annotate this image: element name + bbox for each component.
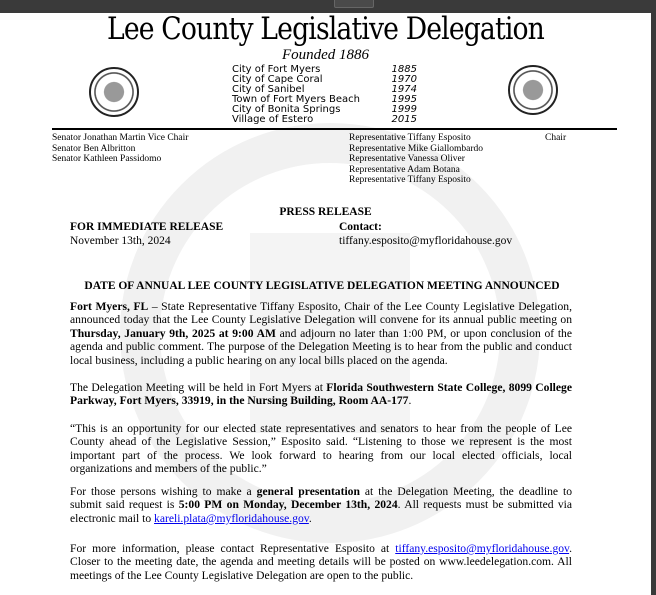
dateline: Fort Myers, FL (70, 300, 149, 313)
email-link-tiffany[interactable]: tiffany.esposito@myfloridahouse.gov (395, 542, 570, 555)
city-year: 1974 (391, 84, 417, 95)
text: . (408, 394, 412, 408)
contact-block (339, 220, 512, 248)
chair-label: Chair (545, 133, 567, 143)
city-year: 1999 (391, 104, 417, 115)
senator: Senator Ben Albritton (52, 143, 136, 154)
senate-seal-icon (89, 67, 139, 117)
toolbar-toggle-tab[interactable] (334, 0, 374, 8)
paragraph-info (70, 542, 572, 582)
city-row (232, 115, 417, 125)
city-name: Town of Fort Myers Beach (232, 94, 360, 105)
letterhead-title: Lee County Legislative Delegation (106, 13, 544, 47)
text: – State Representative Tiffany Esposito, Chair of the Lee County Legislative Delegation, announced today that the Lee County Legislative Delegation will convene for its annual public meeting on (70, 300, 572, 327)
text: . Closer to the meeting date, the agenda and meeting details will be posted on www.leedelegation.com. All meetings of the Lee County Legislative Delegation are open to the public. (70, 542, 572, 582)
representative-list (349, 133, 483, 186)
city-name: City of Sanibel (232, 84, 305, 95)
paragraph-intro (70, 300, 572, 367)
representative: Representative Vanessa Oliver (349, 154, 465, 164)
city-name: City of Cape Coral (232, 74, 323, 85)
contact-email: tiffany.esposito@myfloridahouse.gov (339, 235, 513, 247)
city-year: 1970 (391, 74, 417, 85)
city-name: Village of Estero (232, 114, 314, 125)
release-block (70, 220, 223, 248)
city-year: 2015 (391, 114, 417, 125)
deadline: 5:00 PM on Monday, December 13th, 2024 (178, 498, 398, 512)
text: . (308, 511, 312, 525)
city-name: City of Bonita Springs (232, 104, 341, 115)
representative: Representative Tiffany Esposito (349, 175, 471, 185)
senator: Senator Jonathan Martin Vice Chair (52, 133, 189, 143)
representative: Representative Adam Botana (349, 164, 460, 175)
senator: Senator Kathleen Passidomo (52, 154, 162, 164)
pdf-page (0, 13, 651, 595)
text-bold: general presentation (256, 485, 360, 498)
founded-year: Founded 1886 (281, 47, 370, 63)
representative: Representative Mike Giallombardo (349, 143, 484, 154)
representative: Representative Tiffany Esposito (349, 133, 471, 143)
headline: DATE OF ANNUAL LEE COUNTY LEGISLATIVE DELEGATION MEETING ANNOUNCED (84, 280, 560, 292)
city-name: City of Fort Myers (232, 64, 321, 75)
text: For more information, please contact Representative Esposito at (70, 542, 396, 555)
text: The Delegation Meeting will be held in Fort Myers at (70, 381, 327, 394)
text: . All requests must be submitted via electronic mail to (70, 498, 572, 525)
contact-label: Contact: (339, 221, 382, 233)
city-year: 1995 (391, 94, 417, 105)
text: For those persons wishing to make a (70, 485, 257, 498)
meeting-date: Thursday, January 9th, 2025 at 9:00 AM (70, 326, 276, 340)
text: and adjourn no later than 1:00 PM, or upon conclusion of the agenda and public comment. The purpose of the Delegation Meeting is to hear from the public and conduct local business, including a public hearing on any local bills placed on the agenda. (70, 326, 572, 367)
paragraph-quote: “This is an opportunity for our elected state representatives and senators to hear from the people of Lee County ahead of the Legislative Session,” Esposito said. “Listening to those we represent is the most important part of the process. We look forward to hearing from our local elected officials, local organizations and members of the public.” (70, 422, 572, 476)
email-link-kareli[interactable]: kareli.plata@myfloridahouse.gov (154, 511, 309, 525)
release-label: FOR IMMEDIATE RELEASE (70, 221, 224, 233)
paragraph-location (70, 381, 572, 408)
scrollbar[interactable] (651, 13, 656, 595)
city-list (232, 65, 417, 125)
press-release-heading: PRESS RELEASE (279, 206, 372, 218)
paragraph-presentation (70, 485, 572, 525)
divider (52, 128, 617, 130)
senator-list (52, 133, 188, 165)
viewer-toolbar (0, 0, 656, 13)
text: at the Delegation Meeting, the deadline to submit said request is (70, 485, 572, 512)
house-seal-icon (508, 65, 558, 115)
meeting-location: Florida Southwestern State College, 8099 College Parkway, Fort Myers, 33919, in the Nursing Building, Room AA-177 (70, 381, 572, 408)
city-year: 1885 (391, 64, 417, 75)
release-date: November 13th, 2024 (70, 235, 171, 247)
